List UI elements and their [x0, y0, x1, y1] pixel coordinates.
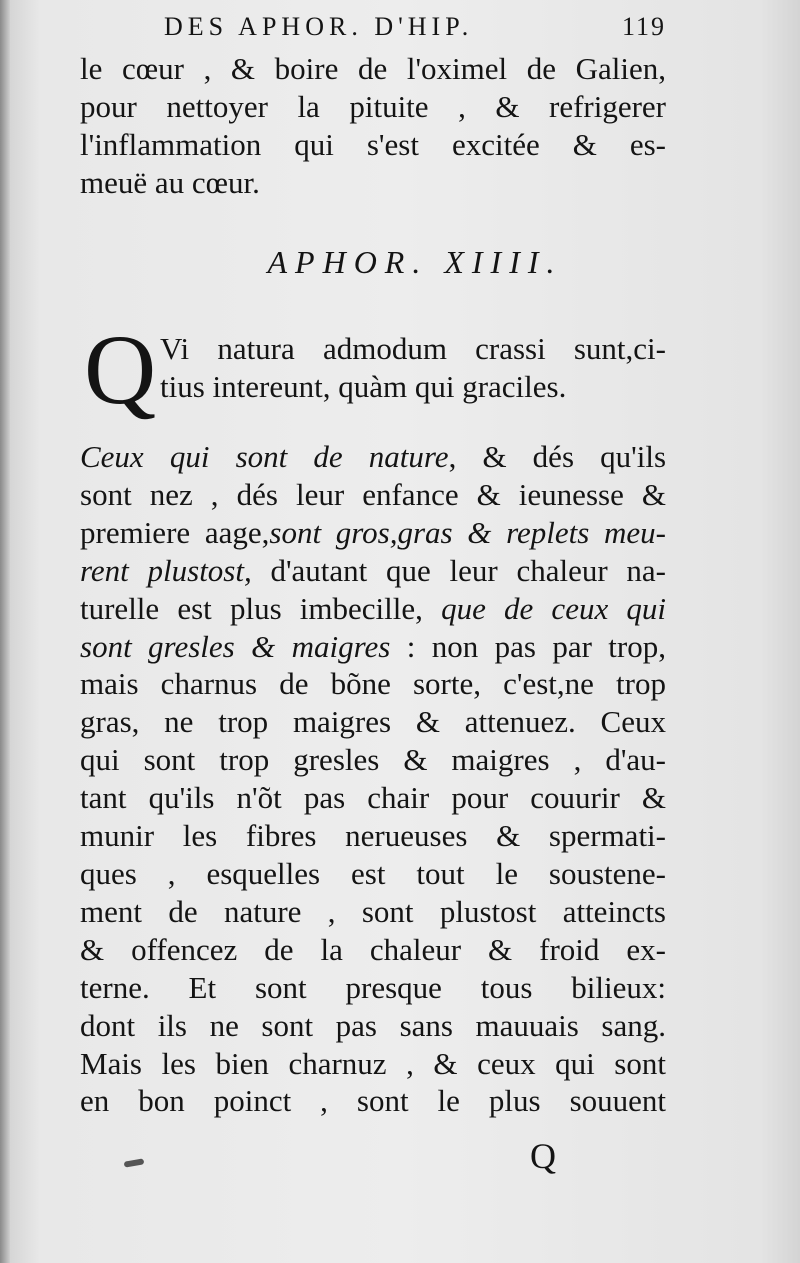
text-line: meuë au cœur.: [80, 165, 260, 200]
running-title: DES APHOR. D'HIP.: [164, 12, 474, 41]
ink-smudge: [124, 1158, 145, 1167]
commentary-line: [80, 552, 666, 590]
catchword: Q: [530, 1136, 556, 1176]
drop-cap: Q: [84, 314, 157, 425]
roman-run: dont ils ne sont pas sans mauuais sang.: [80, 1007, 666, 1043]
italic-run: Ceux qui sont de nature: [80, 439, 449, 474]
roman-run: : non pas par trop,: [390, 628, 666, 664]
italic-run: sont gresles & maigres: [80, 628, 391, 664]
commentary-line: [80, 703, 666, 741]
text-line: pour nettoyer la pituite , & refrigerer: [80, 89, 666, 124]
commentary-line: [80, 969, 666, 1007]
commentary-line: [80, 438, 666, 476]
italic-run: sont gros,gras & replets meu-: [269, 514, 666, 550]
roman-run: terne. Et sont presque tous bilieux:: [80, 969, 666, 1005]
commentary-line: [80, 628, 666, 666]
commentary-line: [80, 893, 666, 931]
commentary-line: [80, 514, 666, 552]
roman-run: ques , esquelles est tout le soustene-: [80, 855, 666, 891]
commentary-line: [80, 1082, 666, 1120]
commentary-line: [80, 476, 666, 514]
latin-aphorism: [160, 330, 666, 406]
roman-run: , & dés qu'ils: [448, 439, 667, 474]
roman-run: d'autant que leur chaleur na-: [251, 552, 666, 588]
commentary-line: [80, 817, 666, 855]
roman-run: munir les fibres nerueuses & spermati-: [80, 818, 666, 854]
roman-run: Mais les bien charnuz , & ceux qui sont: [80, 1045, 666, 1081]
commentary-line: [80, 590, 666, 628]
roman-run: tant qu'ils n'õt pas chair pour couurir &: [80, 780, 666, 816]
text-line: l'inflammation qui s'est excitée & es-: [80, 127, 666, 162]
commentary-line: [80, 779, 666, 817]
commentary-line: [80, 741, 666, 779]
roman-run: sont nez , dés leur enfance & ieunesse &: [80, 476, 666, 512]
roman-run: en bon poinct , sont le plus souuent: [80, 1083, 666, 1119]
aphorism-heading-text: APHOR. XIIII.: [267, 244, 563, 280]
latin-line: Vi natura admodum crassi sunt,ci-: [160, 331, 666, 366]
commentary-line: [80, 855, 666, 893]
commentary-line: [80, 931, 666, 969]
roman-run: qui sont trop gresles & maigres , d'au-: [80, 742, 666, 778]
top-paragraph: [80, 50, 666, 202]
roman-run: gras, ne trop maigres & attenuez. Ceux: [80, 704, 666, 740]
roman-run: & offencez de la chaleur & froid ex-: [80, 931, 666, 967]
text-line: le cœur , & boire de l'oximel de Galien,: [80, 51, 666, 86]
roman-run: premiere aage,: [80, 514, 270, 550]
roman-run: mais charnus de bõne sorte, c'est,ne trop: [80, 666, 666, 702]
roman-run: turelle est plus imbecille,: [80, 590, 442, 626]
roman-run: ment de nature , sont plustost atteincts: [80, 893, 666, 929]
latin-line: tius intereunt, quàm qui graciles.: [160, 369, 567, 404]
aphorism-heading: [0, 244, 800, 281]
french-commentary: [80, 438, 666, 1120]
page-number: 119: [621, 12, 666, 41]
commentary-line: [80, 1045, 666, 1083]
italic-run: rent plustost,: [80, 552, 252, 588]
commentary-line: [80, 665, 666, 703]
page-gutter-shadow: [0, 0, 10, 1263]
commentary-line: [80, 1007, 666, 1045]
italic-run: que de ceux qui: [441, 590, 666, 626]
